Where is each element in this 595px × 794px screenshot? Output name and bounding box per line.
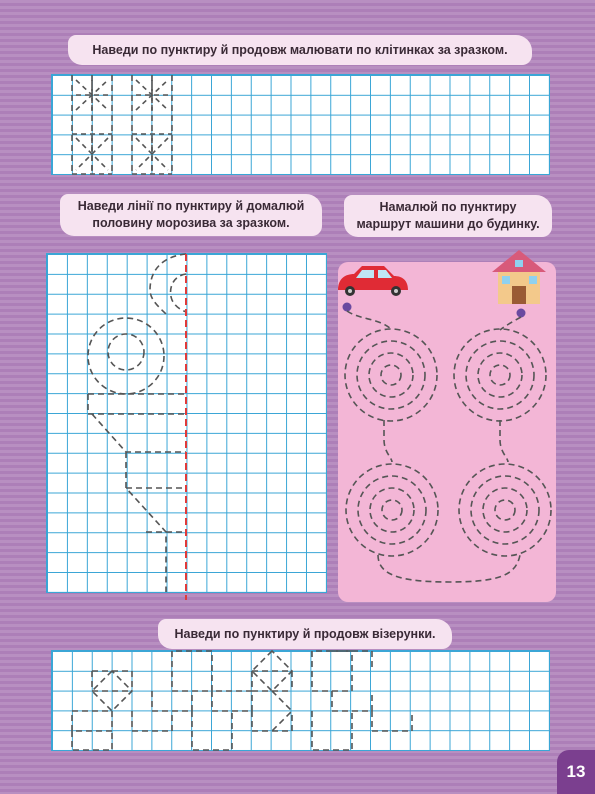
task2-text-line2: половину морозива за зразком. [92,216,290,230]
task3-text-line1: Намалюй по пунктиру [379,200,517,214]
page-number [557,750,595,794]
task2-text-line1: Наведи лінії по пунктиру й домалюй [77,199,305,213]
task1-text: Наведи по пунктиру й продовж малювати по клітинках за зразком. [92,42,508,57]
task3-text-line2: маршрут машини до будинку. [356,217,540,231]
task4-text: Наведи по пунктиру й продовж візерунки. [174,626,436,641]
page-number-text: 13 [566,762,586,781]
